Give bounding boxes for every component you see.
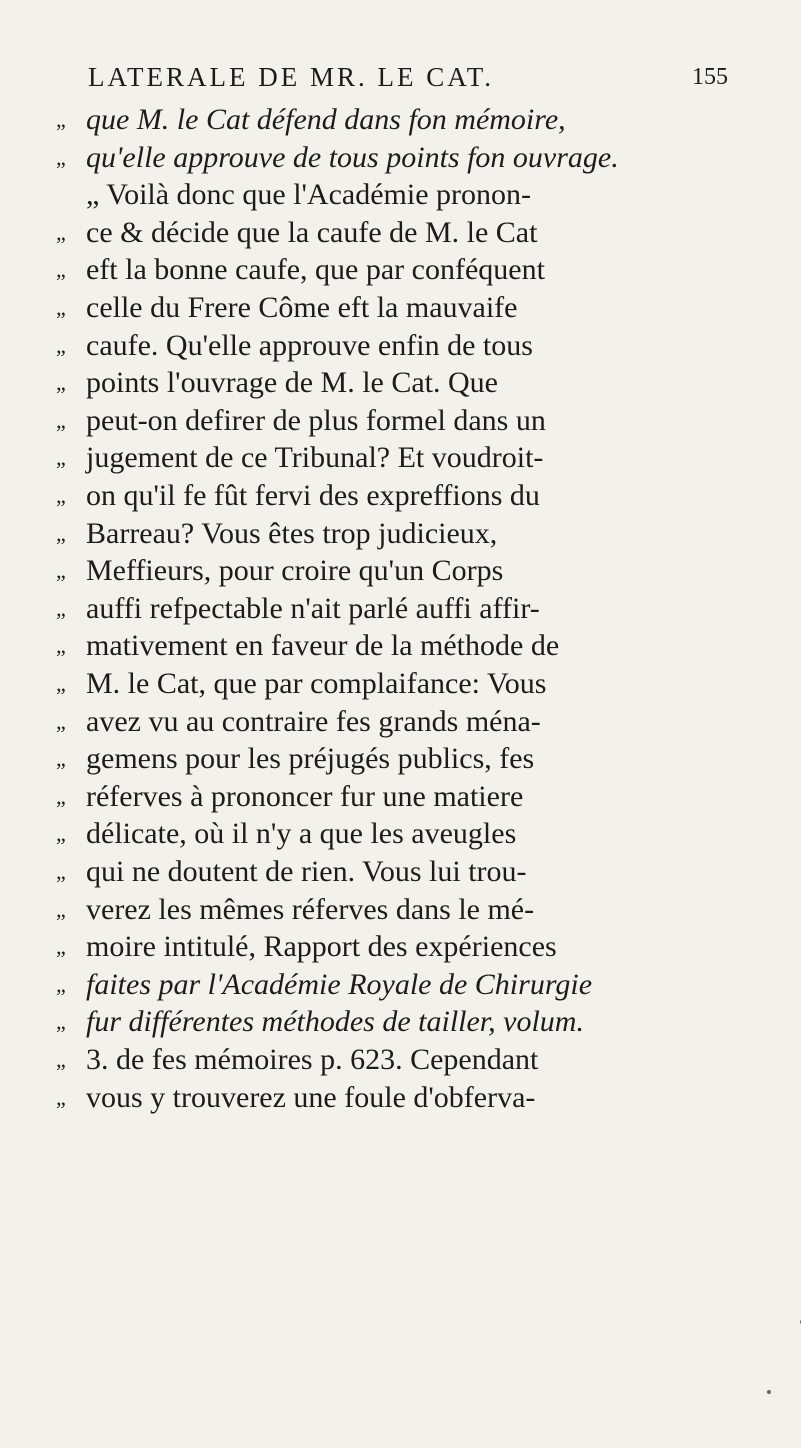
line-text: que M. le Cat défend dans fon mémoire, [86,103,566,136]
quote-mark: „ [56,746,66,772]
text-line [56,626,776,666]
text-line [56,138,776,178]
line-text: gemens pour les préjugés publics, fes [86,742,535,776]
quote-mark: „ [56,633,66,659]
text-line [56,250,776,290]
line-text: jugement de ce Tribunal? Et voudroit- [86,441,544,475]
text-line [56,890,776,930]
page-number: 155 [692,64,728,90]
line-text: Meffieurs, pour croire qu'un Corps [86,554,504,588]
quote-mark: „ [56,1009,66,1035]
line-text: Barreau? Vous êtes trop judicieux, [86,516,498,550]
text-line [56,814,776,854]
text-line [56,514,776,554]
line-text: mativement en faveur de la méthode de [86,629,560,663]
text-line [56,664,776,704]
text-line [56,1078,776,1118]
text-line [56,551,776,591]
quote-mark: „ [56,595,66,621]
line-text: faites par l'Académie Royale de Chirurgie [86,967,593,1001]
quote-mark: „ [56,407,66,433]
quote-mark: „ [56,896,66,922]
quote-mark: „ [56,483,66,508]
text-line [56,1040,776,1080]
running-title: LATERALE DE MR. LE CAT. [88,62,494,92]
line-text: avez vu au contraire fes grands ména- [86,704,541,738]
line-text: qu'elle approuve de tous points fon ouvrage. [86,140,619,174]
quote-mark: „ [56,934,66,960]
quote-mark: „ [56,257,66,283]
line-text: délicate, où il n'y a que les aveugles [86,817,517,851]
text-line [56,476,776,516]
text-line [56,739,776,779]
quote-mark: „ [56,295,66,320]
quote-mark: „ [56,1084,66,1110]
quote-mark: „ [56,370,66,396]
text-line [56,927,776,967]
text-line [56,326,776,366]
line-text: „ Voilà donc que l'Académie pronon- [86,178,532,212]
quote-mark: „ [56,144,66,170]
quote-mark: „ [56,219,66,245]
line-text: moire intitulé, Rapport des expériences [86,930,557,964]
line-text: fur différentes méthodes de tailler, volum. [86,1005,584,1039]
quote-mark: „ [56,859,66,884]
line-text: points l'ouvrage de M. le Cat. Que [86,366,498,400]
line-text: ce & décide que la caufe de M. le Cat [86,215,538,249]
quote-mark: „ [56,821,66,847]
text-line [56,213,776,253]
text-line [56,100,776,140]
line-text: caufe. Qu'elle approuve enfin de tous [86,328,533,362]
text-line [56,702,776,742]
quote-mark: „ [56,558,66,584]
line-text: verez les mêmes réferves dans le mé- [86,892,535,926]
line-text: M. le Cat, que par complaifance: Vous [86,667,547,700]
line-text: celle du Frere Côme eft la mauvaife [86,291,518,324]
quote-mark: „ [56,783,66,809]
line-text: 3. de fes mémoires p. 623. Cependant [86,1043,539,1076]
text-line [56,438,776,478]
text-line [56,363,776,403]
quote-mark: „ [56,332,66,358]
line-text: réferves à prononcer fur une matiere [86,779,524,813]
text-line [56,1002,776,1042]
text-line [56,965,776,1005]
line-text: vous y trouverez une foule d'obferva- [86,1080,536,1114]
text-line [56,852,776,892]
quote-mark: „ [56,671,66,696]
line-text: eft la bonne caufe, que par conféquent [86,253,545,287]
paper-speck [767,1390,771,1394]
quote-mark: „ [56,107,66,132]
quote-mark: „ [56,1047,66,1072]
line-text: on qu'il fe fût fervi des expreffions du [86,479,540,512]
text-line [56,175,776,215]
quote-mark: „ [56,445,66,471]
quote-mark: „ [56,708,66,734]
text-line [56,288,776,328]
line-text: auffi refpectable n'ait parlé auffi affir- [86,591,540,625]
line-text: peut-on defirer de plus formel dans un [86,403,546,437]
line-text: qui ne doutent de rien. Vous lui trou- [86,855,527,888]
quote-mark: „ [56,520,66,546]
running-header [88,62,728,102]
text-line [56,401,776,441]
text-line [56,777,776,817]
quote-mark: „ [56,971,66,997]
text-line [56,589,776,629]
